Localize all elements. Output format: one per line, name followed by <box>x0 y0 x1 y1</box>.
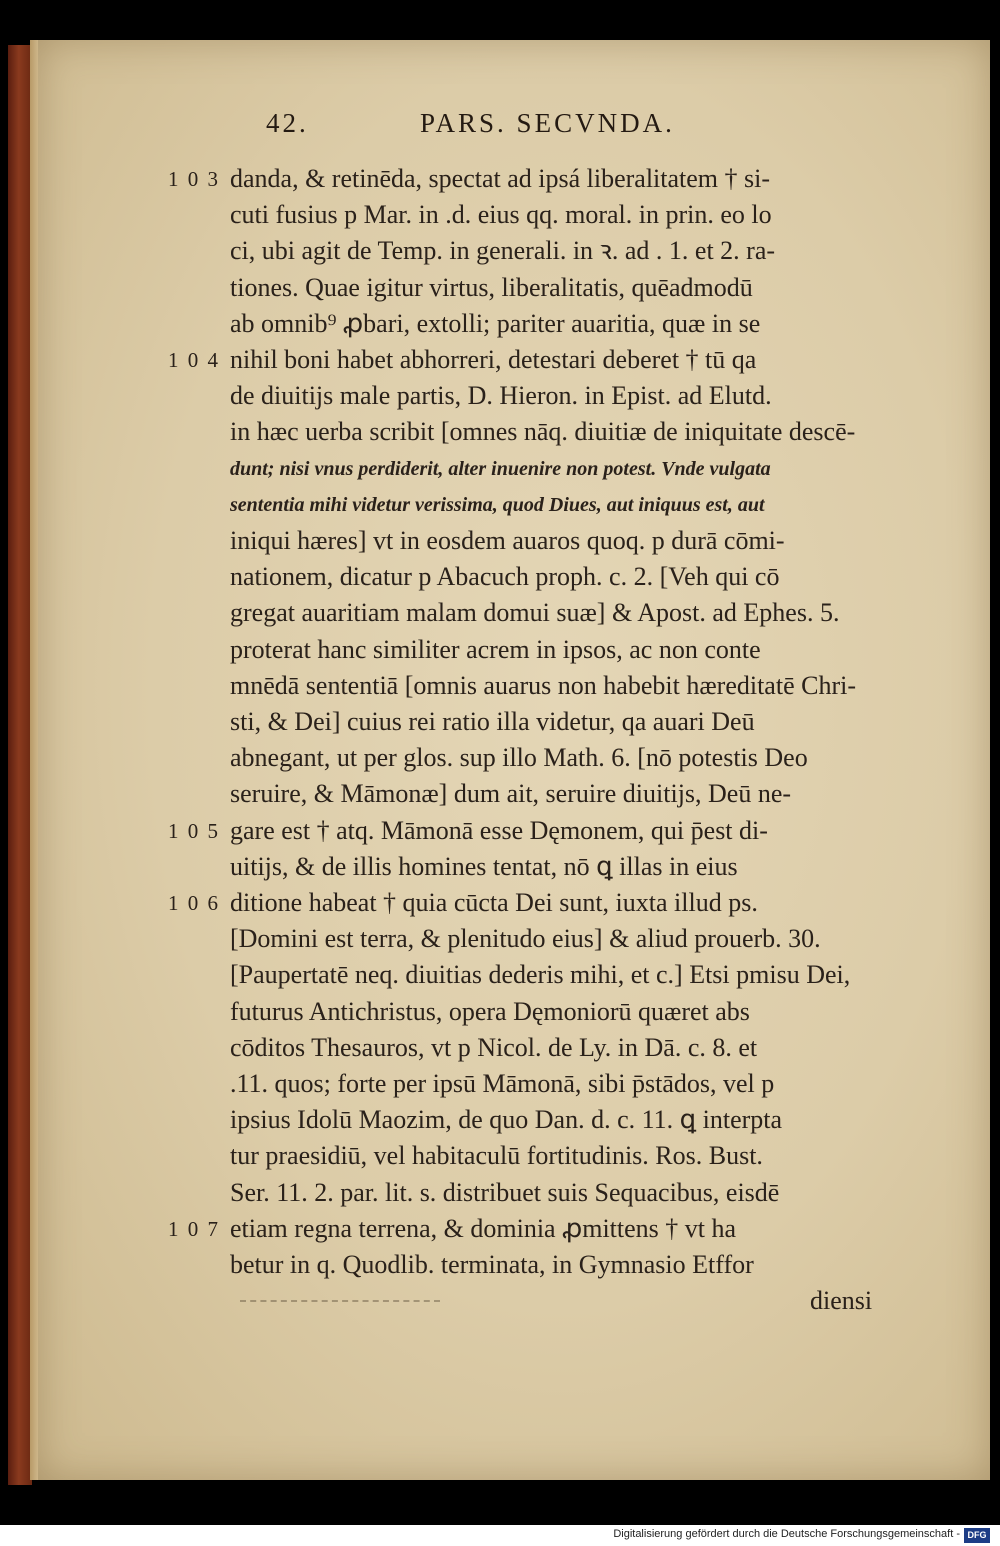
text-line: abnegant, ut per glos. sup illo Math. 6. [nō potestis Deo <box>230 743 808 772</box>
text-line: ci, ubi agit de Temp. in generali. in ꝛ. ad . 1. et 2. ra- <box>230 236 776 265</box>
text-line: tur praesidiū, vel habitaculū fortitudinis. Ros. Bust. <box>230 1141 763 1170</box>
text-line: ipsius Idolū Maozim, de quo Dan. d. c. 11. ꝗ interpta <box>230 1105 783 1134</box>
running-head: PARS. SECVNDA. <box>420 108 675 138</box>
text-line: uitijs, & de illis homines tentat, nō ꝗ illas in eius <box>230 852 738 881</box>
text-line: mnēdā sententiā [omnis auarus non habebit hæreditatē Chri- <box>230 671 856 700</box>
text-line: [Domini est terra, & plenitudo eius] & aliud prouerb. 30. <box>230 924 821 953</box>
text-line: sententia mihi videtur verissima, quod Diues, aut iniquus est, aut <box>230 494 765 516</box>
text-line: cōditos Thesauros, vt p Nicol. de Ly. in Dā. c. 8. et <box>230 1033 758 1062</box>
text-line: nationem, dicatur p Abacuch proph. c. 2. [Veh qui cō <box>230 562 780 591</box>
credit-text: Digitalisierung gefördert durch die Deutsche Forschungsgemeinschaft - <box>613 1528 960 1540</box>
text-line: danda, & retinēda, spectat ad ipsá liberalitatem † si- <box>230 164 771 193</box>
text-line: proterat hanc similiter acrem in ipsos, ac non conte <box>230 635 761 664</box>
text-line: nihil boni habet abhorreri, detestari deberet † tū qa <box>230 345 757 374</box>
text-line: gare est † atq. Māmonā esse Dęmonem, qui p̄est di- <box>230 816 768 845</box>
folio-number: 42. <box>266 108 309 138</box>
text-line: sti, & Dei] cuius rei ratio illa videtur, qa auari Deū <box>230 707 755 736</box>
text-line: [Paupertatē neq. diuitias dederis mihi, et c.] Etsi pmisu Dei, <box>230 960 851 989</box>
text-line: gregat auaritiam malam domui suæ] & Apost. ad Ephes. 5. <box>230 598 840 627</box>
credit-bar <box>0 1525 1000 1546</box>
text-line: .11. quos; forte per ipsū Māmonā, sibi p̄stādos, vel p <box>230 1069 775 1098</box>
text-line: iniqui hæres] vt in eosdem auaros quoq. p durā cōmi- <box>230 526 785 555</box>
text-line: ab omnib⁹ ꝓbari, extolli; pariter auaritia, quæ in se <box>230 309 761 338</box>
dfg-logo-icon: DFG <box>964 1528 990 1543</box>
book-cover-edge <box>8 45 32 1485</box>
text-line: betur in q. Quodlib. terminata, in Gymnasio Etffor <box>230 1250 754 1279</box>
text-line: futurus Antichristus, opera Dęmoniorū quæret abs <box>230 997 750 1026</box>
text-line: tiones. Quae igitur virtus, liberalitatis, quēadmodū <box>230 273 753 302</box>
margin-number: 1 0 5 <box>168 819 220 843</box>
text-line: ditione habeat † quia cūcta Dei sunt, iuxta illud ps. <box>230 888 758 917</box>
margin-number: 1 0 6 <box>168 891 220 915</box>
page-header <box>0 108 1000 148</box>
decorative-rule <box>240 1300 440 1302</box>
text-line: etiam regna terrena, & dominia ꝓmittens † vt ha <box>230 1214 737 1243</box>
text-line: de diuitijs male partis, D. Hieron. in Epist. ad Elutd. <box>230 381 772 410</box>
margin-number: 1 0 3 <box>168 167 220 191</box>
text-line: Ser. 11. 2. par. lit. s. distribuet suis Sequacibus, eisdē <box>230 1178 780 1207</box>
text-line: in hæc uerba scribit [omnes nāq. diuitiæ de iniquitate descē- <box>230 417 856 446</box>
text-line: cuti fusius p Mar. in .d. eius qq. moral. in prin. eo lo <box>230 200 772 229</box>
catchword: diensi <box>810 1286 873 1315</box>
text-line: seruire, & Māmonæ] dum ait, seruire diuitijs, Deū ne- <box>230 779 792 808</box>
margin-number: 1 0 4 <box>168 348 220 372</box>
text-line: dunt; nisi vnus perdiderit, alter inuenire non potest. Vnde vulgata <box>230 458 771 480</box>
margin-number: 1 0 7 <box>168 1217 220 1241</box>
